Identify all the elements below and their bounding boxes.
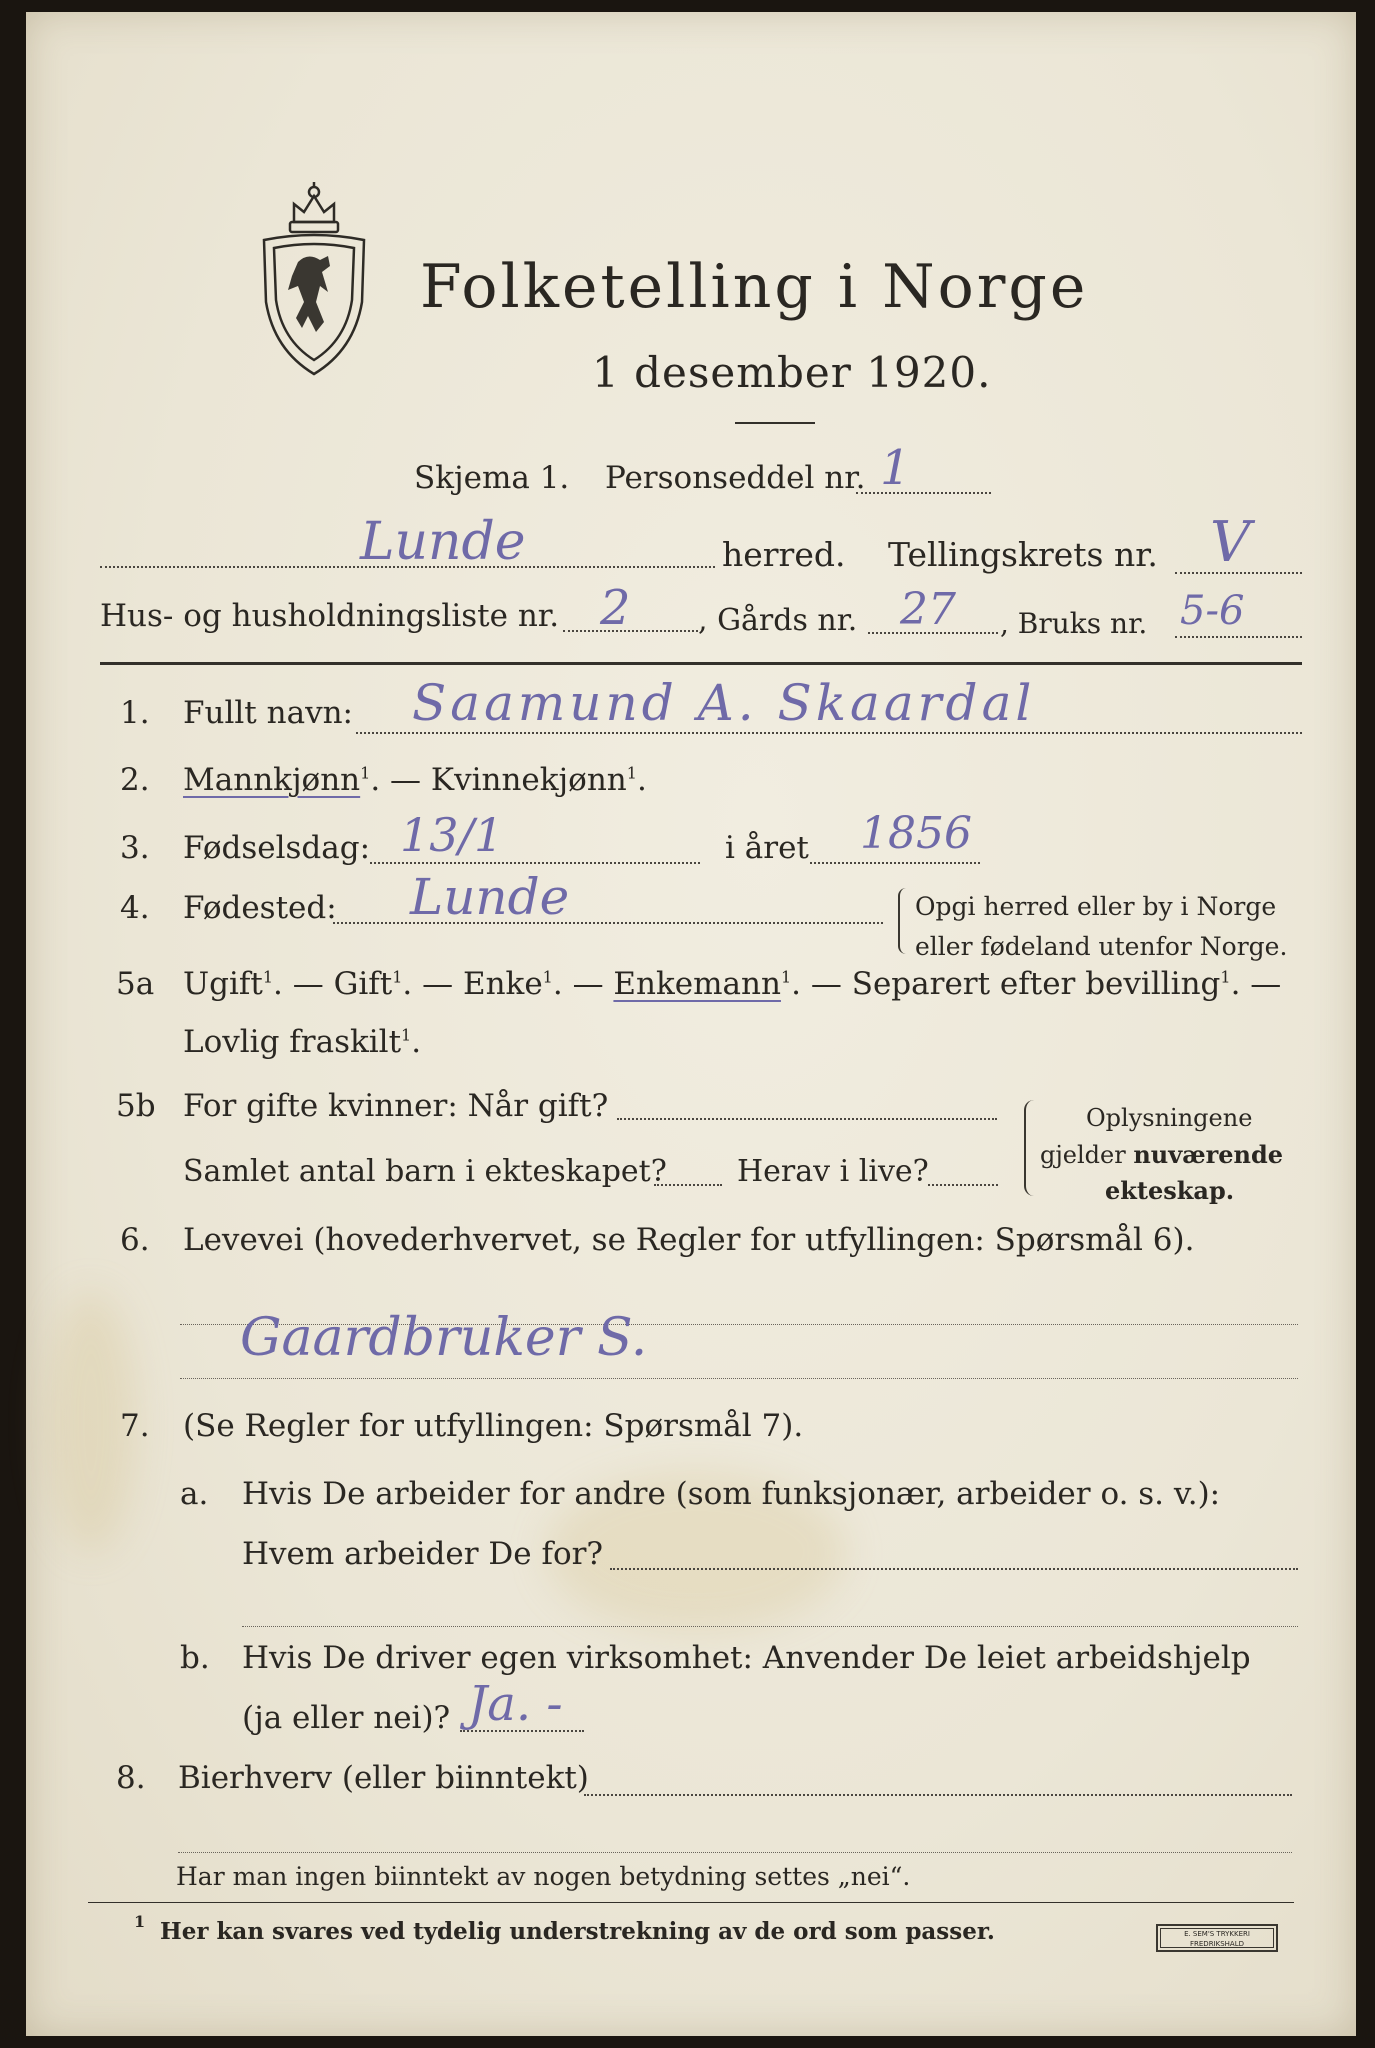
bruks-label: , Bruks nr. — [1000, 607, 1148, 640]
herred-value[interactable]: Lunde — [360, 512, 526, 572]
birth-day-value[interactable]: 13/1 — [400, 808, 504, 862]
q7-number: 7. — [120, 1408, 150, 1444]
footnote-text: Her kan svares ved tydelig understrekning av de ord som passer. — [160, 1918, 995, 1945]
husliste-value[interactable]: 2 — [600, 580, 631, 636]
q5b-label: For gifte kvinner: Når gift? — [183, 1088, 609, 1124]
birth-year-value[interactable]: 1856 — [860, 808, 972, 859]
separator: . — — [1230, 966, 1282, 1002]
q6-line-2 — [180, 1378, 1298, 1379]
footnote-ref: 1 — [542, 967, 553, 987]
bruks-value[interactable]: 5-6 — [1180, 588, 1245, 634]
footnote-ref: 1 — [360, 763, 371, 783]
option-separert[interactable]: Separert efter bevilling — [851, 966, 1221, 1002]
separator: . — — [791, 966, 852, 1002]
q4-note-2: eller fødeland utenfor Norge. — [915, 932, 1288, 961]
occupation-value[interactable]: Gaardbruker S. — [240, 1308, 648, 1368]
q1-label: Fullt navn: — [183, 695, 353, 731]
q8-label: Bierhverv (eller biinntekt) — [178, 1760, 589, 1796]
title-divider — [735, 422, 815, 424]
header-divider — [100, 662, 1302, 665]
option-gift[interactable]: Gift — [333, 966, 393, 1002]
q5b-alive-line — [928, 1184, 998, 1186]
personseddel-line — [856, 492, 991, 494]
q5a-options — [183, 966, 1281, 1002]
husliste-label: Hus- og husholdningsliste nr. — [100, 598, 560, 634]
q3-year-label: i året — [725, 830, 809, 866]
full-name-value[interactable]: Saamund A. Skaardal — [412, 674, 1036, 732]
personseddel-value[interactable]: 1 — [880, 440, 911, 496]
q6-number: 6. — [120, 1222, 150, 1258]
q5b-married-line — [617, 1118, 997, 1120]
footnote-ref: 1 — [392, 967, 403, 987]
separator: . — — [370, 762, 431, 798]
q4-note-1: Opgi herred eller by i Norge — [915, 892, 1277, 921]
q5b-note-3: ekteskap. — [1105, 1176, 1235, 1205]
separator: . — — [273, 966, 334, 1002]
option-ugift[interactable]: Ugift — [183, 966, 263, 1002]
tellingskrets-value[interactable]: V — [1210, 510, 1251, 575]
q5b-alive-label: Herav i live? — [737, 1154, 929, 1189]
q8-note: Har man ingen biinntekt av nogen betydning settes „nei“. — [176, 1862, 911, 1891]
q7b-text: Hvis De driver egen virksomhet: Anvender De leiet arbeidshjelp — [242, 1640, 1251, 1676]
footnote-divider — [88, 1902, 1294, 1903]
q8-line-2 — [178, 1852, 1292, 1853]
q2-options — [183, 762, 647, 798]
q5b-note-1: Oplysningene — [1086, 1104, 1253, 1132]
q7a-text: Hvis De arbeider for andre (som funksjonær, arbeider o. s. v.): — [242, 1476, 1221, 1512]
census-date: 1 desember 1920. — [592, 348, 992, 397]
q3-number: 3. — [120, 830, 150, 866]
option-lovlig-fraskilt[interactable]: Lovlig fraskilt — [183, 1024, 402, 1060]
q4-label: Fødested: — [183, 890, 337, 926]
printer-stamp — [1156, 1924, 1278, 1952]
separator: . — [636, 762, 647, 798]
q5b-children-line — [654, 1184, 722, 1186]
footnote-ref: 1 — [780, 967, 792, 987]
hired-help-value[interactable]: Ja. - — [468, 1676, 563, 1732]
q5b-number: 5b — [116, 1088, 156, 1124]
footnote-mark: 1 — [134, 1912, 146, 1931]
q5b-children-label: Samlet antal barn i ekteskapet? — [183, 1154, 667, 1189]
q4-brace — [898, 888, 906, 954]
q3-label: Fødselsdag: — [183, 830, 371, 866]
q7a-line-2 — [242, 1626, 1298, 1627]
tellingskrets-label: Tellingskrets nr. — [888, 535, 1158, 574]
q5b-brace — [1024, 1100, 1034, 1196]
bruks-line — [1175, 636, 1302, 638]
q8-number: 8. — [116, 1760, 146, 1796]
q3-day-line — [370, 862, 700, 864]
q5a-options-2: Lovlig fraskilt$^1$. — [183, 1024, 422, 1060]
option-kvinnekjonn[interactable]: Kvinnekjønn — [430, 762, 627, 798]
q7a-line — [610, 1568, 1298, 1570]
printer-stamp-text: E. SEM'S TRYKKERI FREDRIKSHALD — [1160, 1928, 1274, 1948]
option-enke[interactable]: Enke — [462, 966, 543, 1002]
q5b-note-2b: nuværende — [1133, 1140, 1284, 1169]
separator: . — — [552, 966, 614, 1002]
q4-number: 4. — [120, 890, 150, 926]
option-enkemann[interactable]: Enkemann — [613, 966, 781, 1002]
footnote-ref: 1 — [262, 967, 274, 987]
form-title: Folketelling i Norge — [420, 252, 1089, 322]
herred-label: herred. — [722, 535, 846, 574]
option-mannkjonn[interactable]: Mannkjønn — [183, 762, 361, 798]
footnote-ref: 1 — [401, 1025, 412, 1045]
q7a-question: Hvem arbeider De for? — [242, 1536, 604, 1572]
personseddel-label: Personseddel nr. — [605, 460, 866, 496]
q7b-question: (ja eller nei)? — [242, 1700, 451, 1736]
q5b-note-2 — [1040, 1140, 1283, 1169]
q7a-letter: a. — [180, 1476, 209, 1512]
q2-number: 2. — [120, 762, 150, 798]
q7b-letter: b. — [180, 1640, 210, 1676]
q8-line — [584, 1794, 1292, 1796]
q5b-note-2a: gjelder — [1040, 1141, 1134, 1169]
separator: . — — [402, 966, 463, 1002]
footnote-ref: 1 — [626, 763, 637, 783]
footnote-ref: 1 — [1220, 967, 1231, 987]
q1-line — [356, 732, 1302, 734]
coat-of-arms-icon — [258, 182, 370, 382]
gards-value[interactable]: 27 — [900, 584, 956, 635]
q7-label: (Se Regler for utfyllingen: Spørsmål 7). — [183, 1408, 804, 1444]
q3-year-line — [810, 862, 980, 864]
gards-label: , Gårds nr. — [698, 603, 858, 638]
q6-label: Levevei (hovederhvervet, se Regler for utfyllingen: Spørsmål 6). — [183, 1222, 1195, 1258]
birthplace-value[interactable]: Lunde — [410, 868, 570, 926]
skjema-label: Skjema 1. — [414, 460, 570, 496]
q5a-number: 5a — [116, 966, 155, 1002]
q1-number: 1. — [120, 695, 150, 731]
